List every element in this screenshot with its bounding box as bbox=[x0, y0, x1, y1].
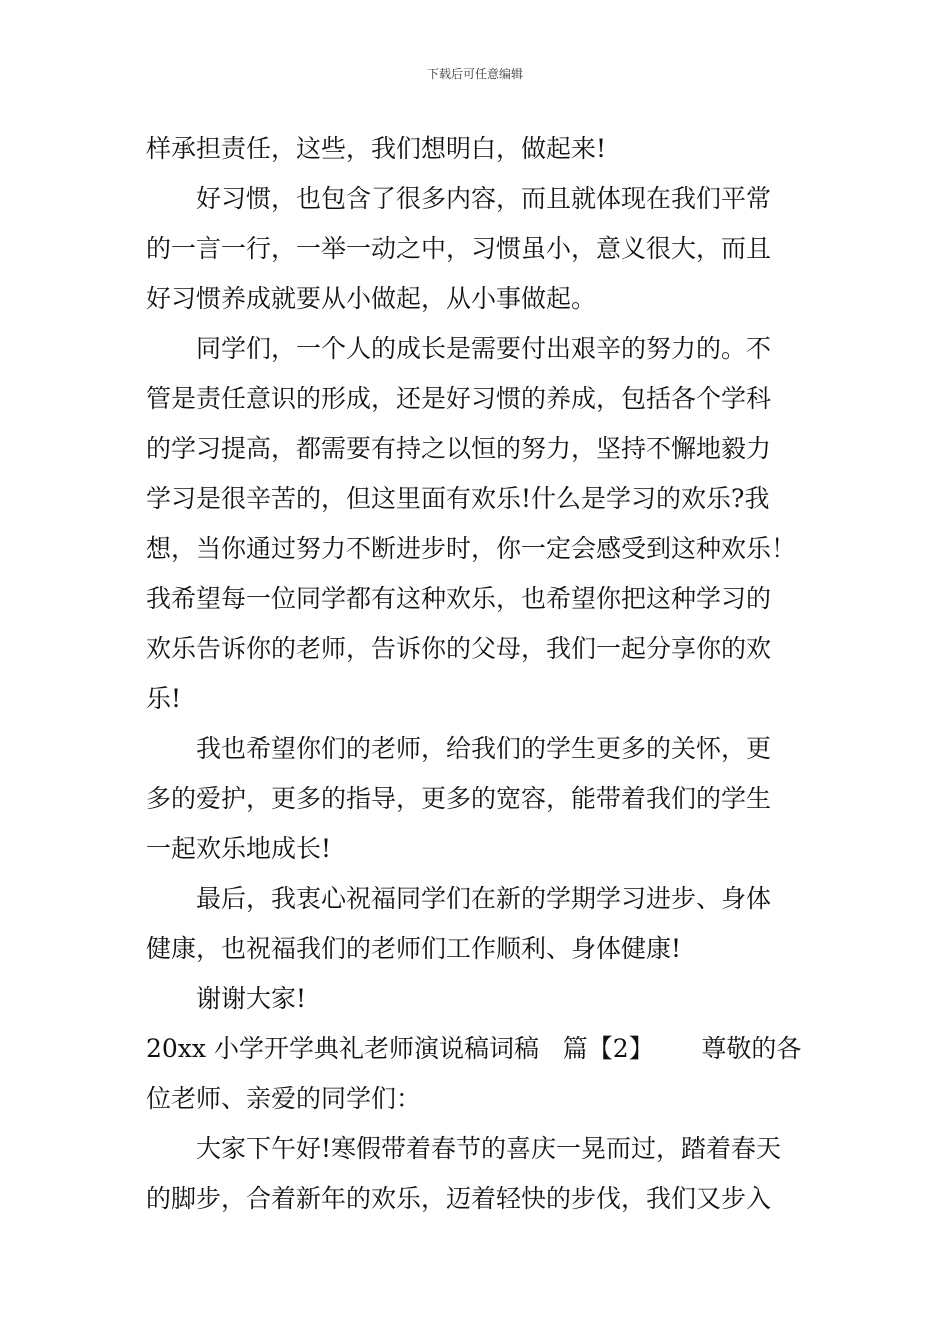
text-line: 我也希望你们的老师，给我们的学生更多的关怀，更 bbox=[196, 734, 772, 763]
text-line: 多的爱护，更多的指导，更多的宽容，能带着我们的学生 bbox=[146, 784, 772, 813]
text-line: 的学习提高，都需要有持之以恒的努力，坚持不懈地毅力 bbox=[146, 434, 772, 463]
text-line: 想，当你通过努力不断进步时，你一定会感受到这种欢乐！ bbox=[146, 534, 797, 563]
text-line: 我希望每一位同学都有这种欢乐，也希望你把这种学习的 bbox=[146, 584, 772, 613]
text-line: 学习是很辛苦的，但这里面有欢乐!什么是学习的欢乐?我 bbox=[146, 484, 770, 513]
page-header: 下载后可任意编辑 bbox=[426, 67, 523, 81]
text-line: 大家下午好!寒假带着春节的喜庆一晃而过，踏着春天 bbox=[196, 1134, 782, 1163]
text-line: 管是责任意识的形成，还是好习惯的养成，包括各个学科 bbox=[146, 384, 772, 413]
text-line: 样承担责任，这些，我们想明白，做起来! bbox=[146, 134, 607, 163]
text-line: 欢乐告诉你的老师，告诉你的父母，我们一起分享你的欢 bbox=[146, 634, 772, 663]
text-line: 好习惯，也包含了很多内容，而且就体现在我们平常 bbox=[196, 184, 772, 213]
text-line: 健康，也祝福我们的老师们工作顺利、身体健康! bbox=[146, 934, 682, 963]
text-line: 位老师、亲爱的同学们： bbox=[146, 1084, 422, 1113]
section-heading-line: 20xx 小学开学典礼老师演说稿词稿 篇【2】 尊敬的各 bbox=[146, 1034, 802, 1063]
text-line: 好习惯养成就要从小做起，从小事做起。 bbox=[146, 284, 597, 313]
text-line: 谢谢大家! bbox=[196, 984, 307, 1013]
text-line: 的脚步，合着新年的欢乐，迈着轻快的步伐，我们又步入 bbox=[146, 1184, 772, 1213]
text-line: 一起欢乐地成长! bbox=[146, 834, 332, 863]
text-line: 同学们，一个人的成长是需要付出艰辛的努力的。不 bbox=[196, 334, 772, 363]
text-line: 最后，我衷心祝福同学们在新的学期学习进步、身体 bbox=[196, 884, 772, 913]
text-line: 的一言一行，一举一动之中，习惯虽小，意义很大，而且 bbox=[146, 234, 772, 263]
text-line: 乐! bbox=[146, 684, 182, 713]
